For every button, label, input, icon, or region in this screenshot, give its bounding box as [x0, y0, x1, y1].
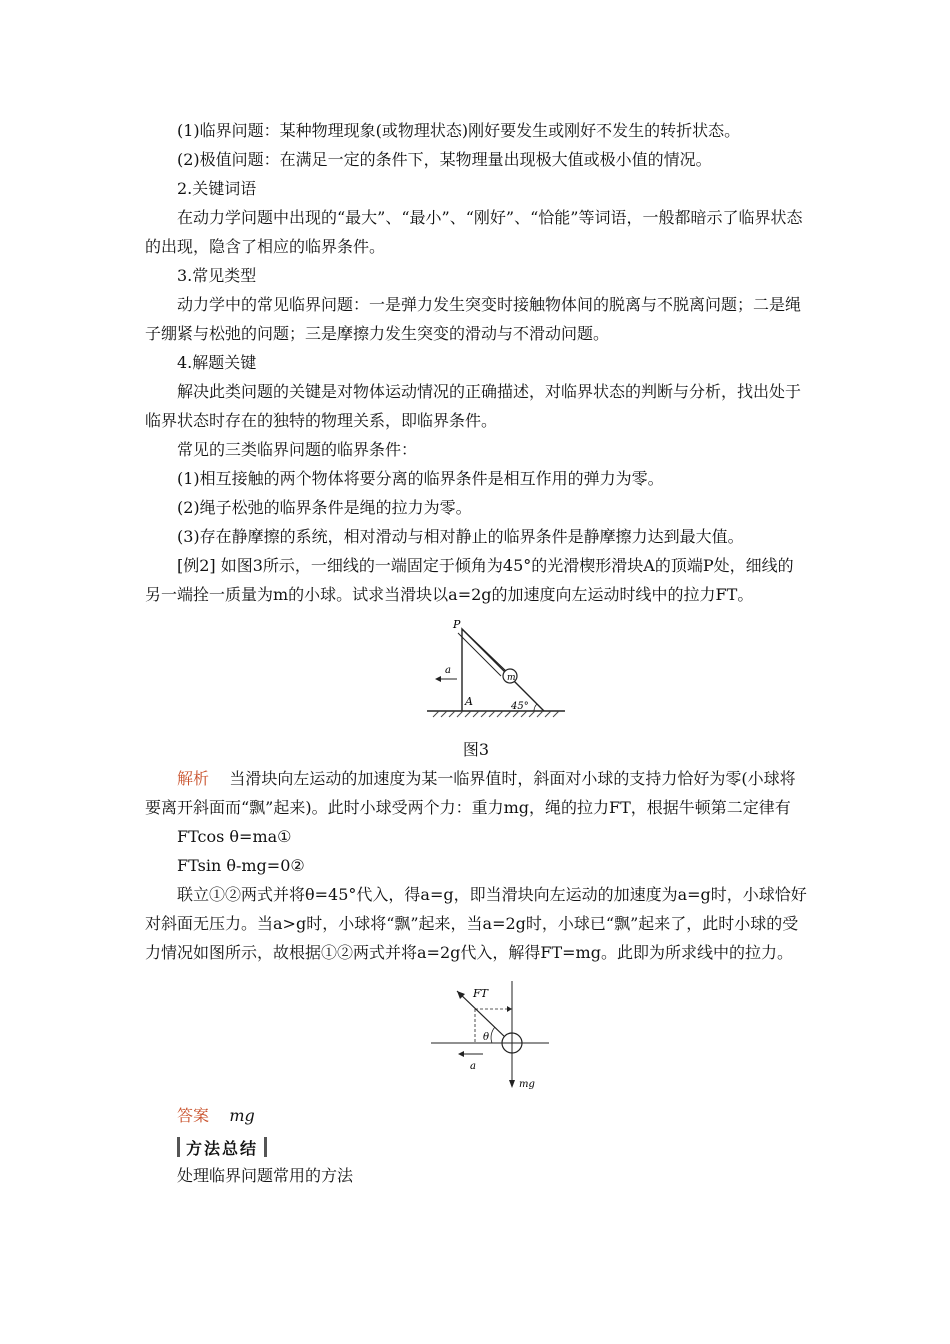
label-a: a	[470, 1061, 476, 1072]
paragraph-key-to-solution: 解决此类问题的关键是对物体运动情况的正确描述，对临界状态的判断与分析，找出处于临界状态时存在的独特的物理关系，即临界条件。	[145, 382, 802, 430]
answer-value: mg	[229, 1106, 255, 1125]
label-A: A	[465, 695, 473, 708]
label-m: m	[507, 673, 516, 683]
arrow-a-head	[458, 1051, 464, 1057]
method-text: 处理临界问题常用的方法	[177, 1166, 354, 1185]
mg-arrow-head	[509, 1080, 515, 1088]
condition-2: (2)绳子松弛的临界条件是绳的拉力为零。	[177, 498, 472, 517]
angle-arc	[534, 704, 537, 711]
figure-3	[145, 617, 807, 735]
label-a: a	[445, 665, 451, 676]
ground-hatch	[433, 711, 559, 717]
answer-line	[145, 1101, 807, 1130]
analysis-label: 解析	[177, 769, 210, 788]
line-extreme-problem: (2)极值问题：在满足一定的条件下，某物理量出现极大值或极小值的情况。	[177, 150, 712, 169]
analysis-paragraph	[145, 764, 807, 822]
paragraph-common-types: 动力学中的常见临界问题：一是弹力发生突变时接触物体间的脱离与不脱离问题；二是绳子绷紧与松弛的问题；三是摩擦力发生突变的滑动与不滑动问题。	[145, 295, 802, 343]
rope-line	[462, 629, 508, 673]
equation-2: FTsin θ-mg=0②	[177, 856, 305, 875]
condition-1: (1)相互接触的两个物体将要分离的临界条件是相互作用的弹力为零。	[177, 469, 664, 488]
heading-common-types: 3.常见类型	[177, 266, 257, 285]
label-FT: FT	[473, 987, 488, 1000]
line-three-conditions: 常见的三类临界问题的临界条件：	[177, 440, 418, 459]
analysis-text: 当滑块向左运动的加速度为某一临界值时，斜面对小球的支持力恰好为零(小球将要离开斜面而“飘”起来)。此时小球受两个力：重力mg，绳的拉力FT，根据牛顿第二定律有	[145, 769, 796, 817]
dashed-arrow-head	[507, 1006, 512, 1012]
force-diagram	[145, 979, 807, 1095]
heading-keywords: 2.关键词语	[177, 179, 257, 198]
figure-force-diagram	[145, 979, 807, 1095]
example-2: [例2] 如图3所示，一细线的一端固定于倾角为45°的光滑楔形滑块A的顶端P处，细线的另一端拴一质量为m的小球。试求当滑块以a=2g的加速度向左运动时线中的拉力FT。	[145, 556, 794, 604]
page-content	[145, 116, 807, 1190]
wedge-diagram	[145, 617, 807, 735]
bar-right	[264, 1137, 267, 1157]
figure-3-caption: 图3	[462, 740, 490, 759]
theta-arc	[491, 1027, 495, 1043]
method-summary-heading	[177, 1134, 267, 1160]
label-theta: θ	[483, 1032, 490, 1043]
arrow-a-head	[435, 676, 441, 682]
paragraph-keywords: 在动力学问题中出现的“最大”、“最小”、“刚好”、“恰能”等词语，一般都暗示了临界状态的出现，隐含了相应的临界条件。	[145, 208, 803, 256]
conclusion-paragraph: 联立①②两式并将θ=45°代入，得a=g，即当滑块向左运动的加速度为a=g时，小球恰好对斜面无压力。当a>g时，小球将“飘”起来，当a=2g时，小球已“飘”起来了，此时小球的受力情况如图所示，故根据①②两式并将a=2g代入，解得FT=mg。此即为所求线中的拉力。	[145, 885, 807, 962]
answer-label: 答案	[177, 1106, 210, 1125]
label-45: 45°	[511, 701, 529, 712]
rope-line-2	[458, 633, 501, 676]
equation-1: FTcos θ=ma①	[177, 827, 292, 846]
line-critical-problem: (1)临界问题：某种物理现象(或物理状态)刚好要发生或刚好不发生的转折状态。	[177, 121, 741, 140]
heading-key-to-solution: 4.解题关键	[177, 353, 257, 372]
label-mg: mg	[519, 1079, 535, 1090]
label-P: P	[453, 618, 461, 631]
condition-3: (3)存在静摩擦的系统，相对滑动与相对静止的临界条件是静摩擦力达到最大值。	[177, 527, 744, 546]
method-title: 方法总结	[186, 1138, 259, 1158]
